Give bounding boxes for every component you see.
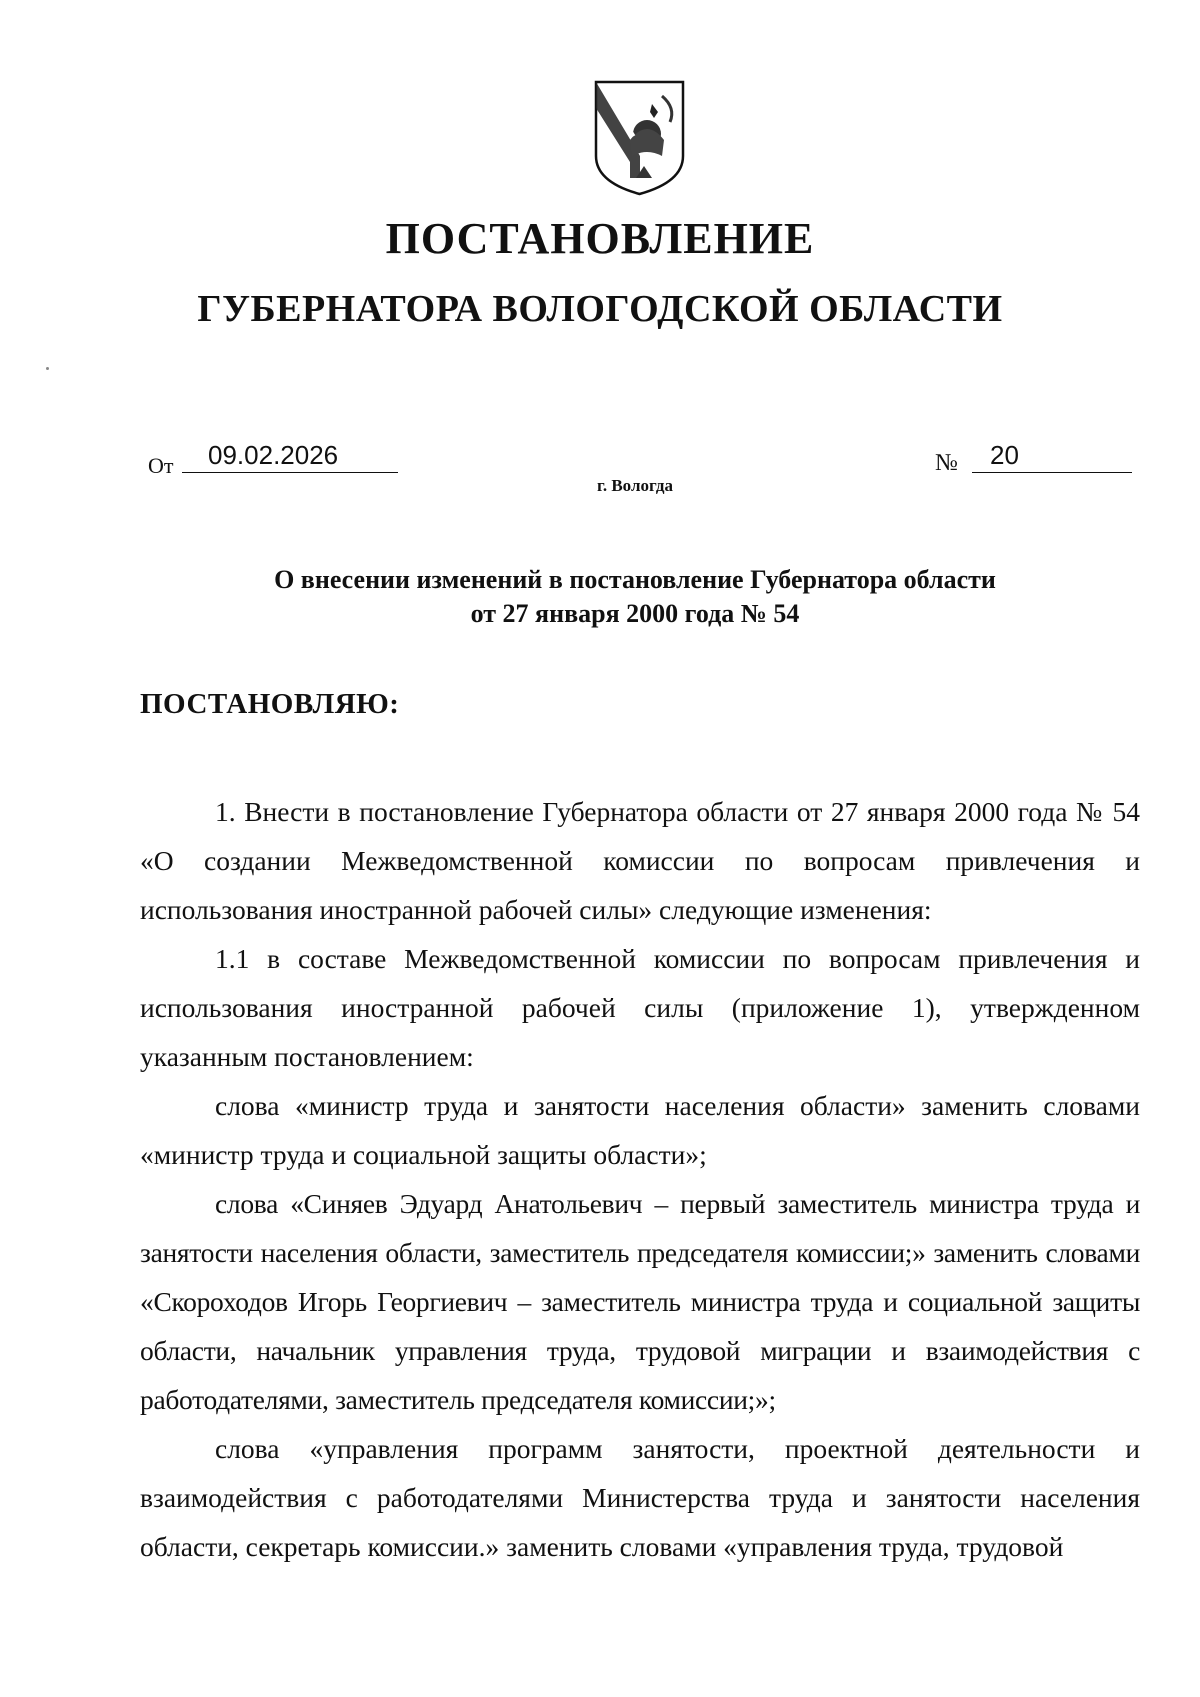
number-underline: [972, 472, 1132, 473]
paragraph-1: 1. Внести в постановление Губернатора области от 27 января 2000 года № 54 «О создании Межведомственной комиссии по вопросам привлечения и использования иностранной рабочей силы» следующие изменения:: [140, 796, 1140, 925]
decree-heading: ПОСТАНОВЛЯЮ:: [140, 688, 400, 720]
document-date: 09.02.2026: [208, 440, 339, 470]
subject-line-2: от 27 января 2000 года № 54: [470, 599, 800, 628]
document-subtitle: ГУБЕРНАТОРА ВОЛОГОДСКОЙ ОБЛАСТИ: [197, 288, 1003, 330]
date-prefix: От: [148, 453, 174, 478]
document-number: 20: [990, 440, 1019, 470]
document-title: ПОСТАНОВЛЕНИЕ: [385, 214, 815, 263]
paragraph-1-1: 1.1 в составе Межведомственной комиссии по вопросам привлечения и использования иностранной рабочей силы (приложение 1), утвержденном указанным постановлением:: [140, 943, 1140, 1072]
paragraph-replace-deputy: слова «Синяев Эдуард Анатольевич – первый заместитель министра труда и занятости населения области, заместитель председателя комиссии;» заменить словами «Скороходов Игорь Георгиевич – заместитель министра труда и социальной защиты области, начальник управления труда, трудовой миграции и взаимодействия с работодателями, заместитель председателя комиссии;»;: [140, 1188, 1140, 1415]
paragraph-replace-secretary: слова «управления программ занятости, проектной деятельности и взаимодействия с работодателями Министерства труда и занятости населения области, секретарь комиссии.» заменить словами «управления труда, трудовой: [140, 1433, 1140, 1562]
document-subject: [0, 563, 1200, 631]
subject-line-1: О внесении изменений в постановление Губернатора области: [274, 565, 996, 594]
paragraph-replace-minister: слова «министр труда и занятости населения области» заменить словами «министр труда и социальной защиты области»;: [140, 1090, 1140, 1170]
number-prefix: №: [935, 450, 958, 476]
scan-speck: [46, 367, 49, 370]
coat-of-arms-icon: [592, 78, 687, 198]
date-underline: [182, 472, 398, 473]
city-label: г. Вологда: [597, 476, 673, 495]
document-body: [140, 787, 1140, 1571]
